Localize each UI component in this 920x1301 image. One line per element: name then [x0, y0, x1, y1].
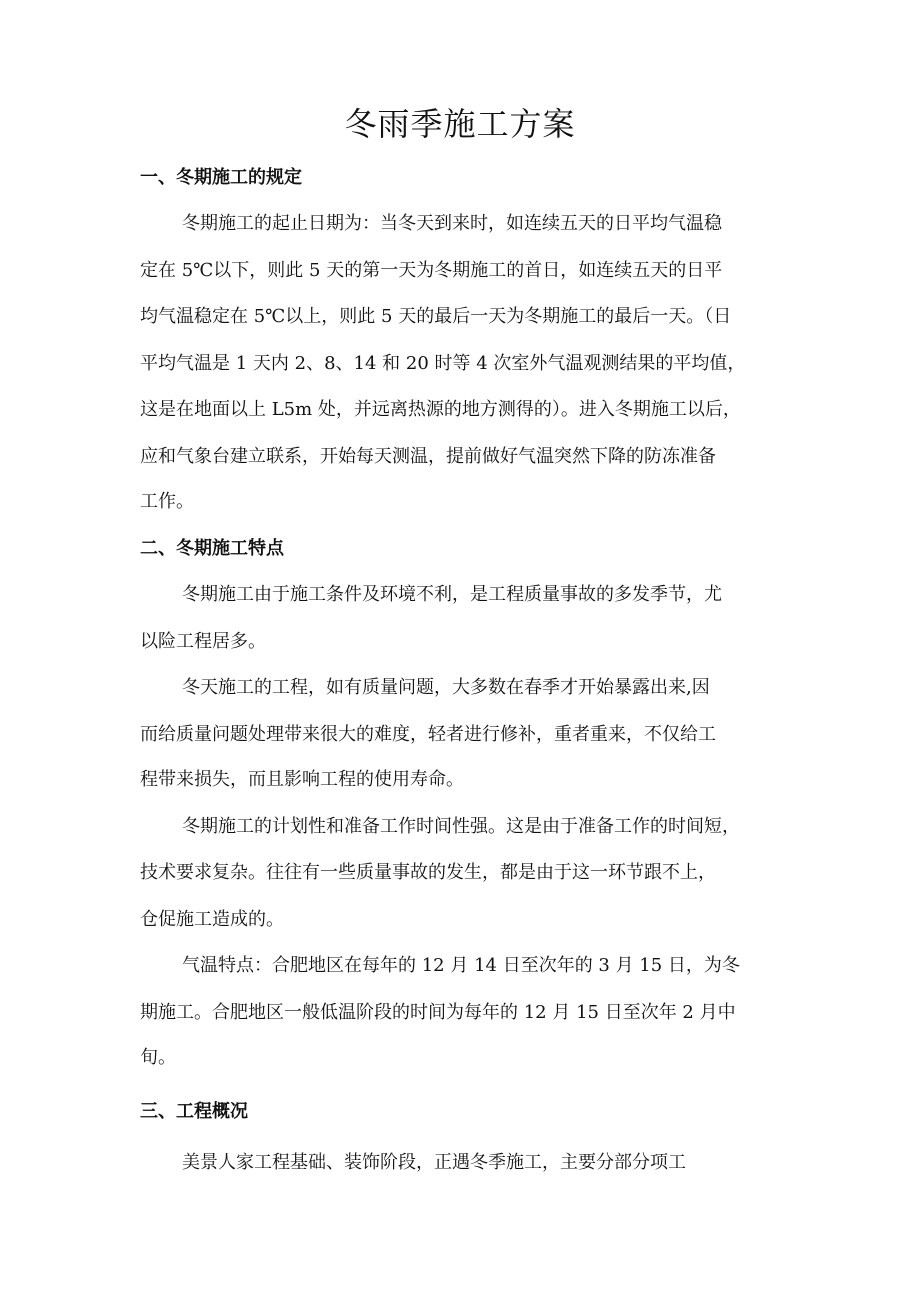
- section-heading-winter-rules: 一、冬期施工的规定: [140, 167, 302, 188]
- paragraph-line: 以险工程居多。: [140, 631, 266, 652]
- paragraph-line: 期施工。合肥地区一般低温阶段的时间为每年的 12 月 15 日至次年 2 月中: [140, 1002, 736, 1023]
- paragraph-line: 程带来损失，而且影响工程的使用寿命。: [140, 769, 464, 790]
- paragraph-line: 均气温稳定在 5℃以上，则此 5 天的最后一天为冬期施工的最后一天。（日: [140, 306, 732, 327]
- paragraph-line: 应和气象台建立联系，开始每天测温，提前做好气温突然下降的防冻准备: [140, 446, 716, 467]
- paragraph-line: 冬期施工的起止日期为：当冬天到来时，如连续五天的日平均气温稳: [182, 213, 722, 234]
- section-heading-winter-characteristics: 二、冬期施工特点: [140, 538, 284, 559]
- paragraph-line: 平均气温是 1 天内 2、8、14 和 20 时等 4 次室外气温观测结果的平均值，: [140, 353, 746, 374]
- paragraph-line: 美景人家工程基础、装饰阶段，正遇冬季施工，主要分部分项工: [182, 1152, 686, 1173]
- paragraph-line: 冬天施工的工程，如有质量问题，大多数在春季才开始暴露出来,因: [182, 677, 710, 698]
- paragraph-line: 气温特点：合肥地区在每年的 12 月 14 日至次年的 3 月 15 日，为冬: [182, 955, 740, 976]
- document-title: 冬雨季施工方案: [344, 105, 576, 143]
- paragraph-line: 仓促施工造成的。: [140, 909, 284, 930]
- paragraph-line: 冬期施工的计划性和准备工作时间性强。这是由于准备工作的时间短，: [182, 816, 740, 837]
- section-heading-project-overview: 三、工程概况: [140, 1101, 248, 1122]
- paragraph-line: 旬。: [140, 1047, 176, 1068]
- paragraph-line: 这是在地面以上 L5m 处，并远离热源的地方测得的）。进入冬期施工以后，: [140, 399, 741, 420]
- paragraph-line: 而给质量问题处理带来很大的难度，轻者进行修补，重者重来，不仅给工: [140, 724, 716, 745]
- paragraph-line: 定在 5℃以下，则此 5 天的第一天为冬期施工的首日，如连续五天的日平: [140, 260, 723, 281]
- paragraph-line: 技术要求复杂。往往有一些质量事故的发生，都是由于这一环节跟不上，: [140, 862, 716, 883]
- paragraph-line: 工作。: [140, 491, 194, 512]
- paragraph-line: 冬期施工由于施工条件及环境不利，是工程质量事故的多发季节，尤: [182, 584, 722, 605]
